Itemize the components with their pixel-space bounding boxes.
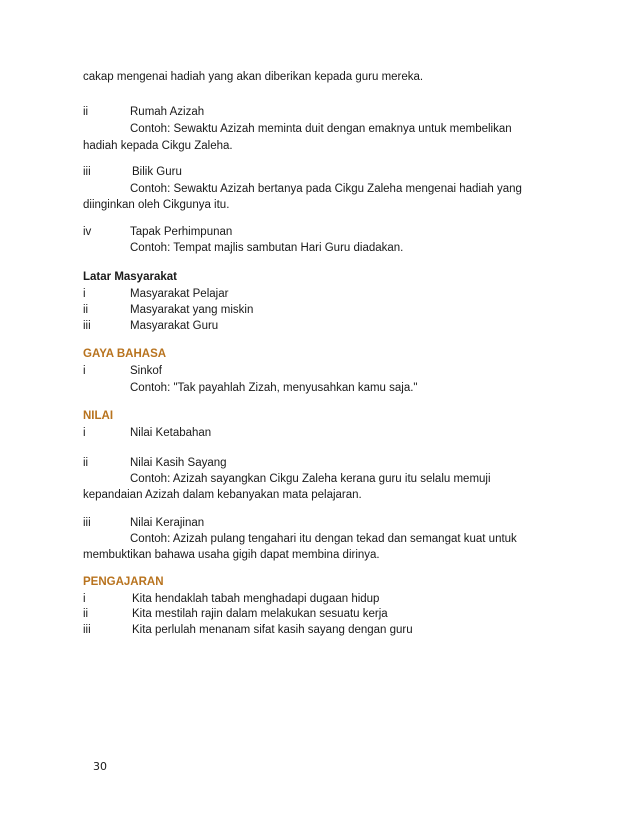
list-numeral: iii: [83, 624, 91, 636]
example-text: Contoh: Sewaktu Azizah meminta duit dengan emaknya untuk membelikan: [130, 123, 512, 135]
list-item: Masyarakat Pelajar: [130, 288, 229, 300]
item-title: Nilai Kasih Sayang: [130, 457, 227, 469]
example-text-continued: diinginkan oleh Cikgunya itu.: [83, 199, 230, 211]
item-title: Bilik Guru: [132, 166, 182, 178]
item-title: Sinkof: [130, 365, 162, 377]
item-title: Nilai Ketabahan: [130, 427, 212, 439]
section-heading-latar-masyarakat: Latar Masyarakat: [83, 271, 177, 283]
list-item: Masyarakat yang miskin: [130, 304, 254, 316]
item-numeral: i: [83, 365, 86, 377]
list-numeral: i: [83, 593, 86, 605]
intro-text: cakap mengenai hadiah yang akan diberikan kepada guru mereka.: [83, 71, 424, 83]
list-item: Kita perlulah menanam sifat kasih sayang dengan guru: [132, 624, 413, 636]
list-item: Masyarakat Guru: [130, 320, 219, 332]
item-numeral: iii: [83, 517, 91, 529]
page-number: 30: [93, 760, 107, 773]
item-title: Rumah Azizah: [130, 106, 205, 118]
item-numeral: iii: [83, 166, 91, 178]
section-heading-nilai: NILAI: [83, 410, 114, 422]
section-heading-gaya-bahasa: GAYA BAHASA: [83, 348, 167, 360]
item-title: Tapak Perhimpunan: [130, 226, 233, 238]
item-numeral: ii: [83, 106, 89, 118]
list-item: Kita hendaklah tabah menghadapi dugaan hidup: [132, 593, 380, 605]
list-numeral: ii: [83, 304, 89, 316]
example-text: Contoh: Sewaktu Azizah bertanya pada Cikgu Zaleha mengenai hadiah yang: [130, 183, 522, 195]
example-text: Contoh: "Tak payahlah Zizah, menyusahkan kamu saja.": [130, 382, 418, 394]
example-text-continued: kepandaian Azizah dalam kebanyakan mata pelajaran.: [83, 489, 362, 501]
example-text: Contoh: Tempat majlis sambutan Hari Guru diadakan.: [130, 242, 404, 254]
item-numeral: i: [83, 427, 86, 439]
list-item: Kita mestilah rajin dalam melakukan sesuatu kerja: [132, 608, 388, 620]
example-text-continued: membuktikan bahawa usaha gigih dapat membina dirinya.: [83, 549, 380, 561]
list-numeral: iii: [83, 320, 91, 332]
item-numeral: iv: [83, 226, 92, 238]
example-text: Contoh: Azizah sayangkan Cikgu Zaleha kerana guru itu selalu memuji: [130, 473, 491, 485]
example-text-continued: hadiah kepada Cikgu Zaleha.: [83, 140, 233, 152]
list-numeral: i: [83, 288, 86, 300]
section-heading-pengajaran: PENGAJARAN: [83, 576, 164, 588]
item-numeral: ii: [83, 457, 89, 469]
example-text: Contoh: Azizah pulang tengahari itu dengan tekad dan semangat kuat untuk: [130, 533, 517, 545]
item-title: Nilai Kerajinan: [130, 517, 205, 529]
list-numeral: ii: [83, 608, 89, 620]
